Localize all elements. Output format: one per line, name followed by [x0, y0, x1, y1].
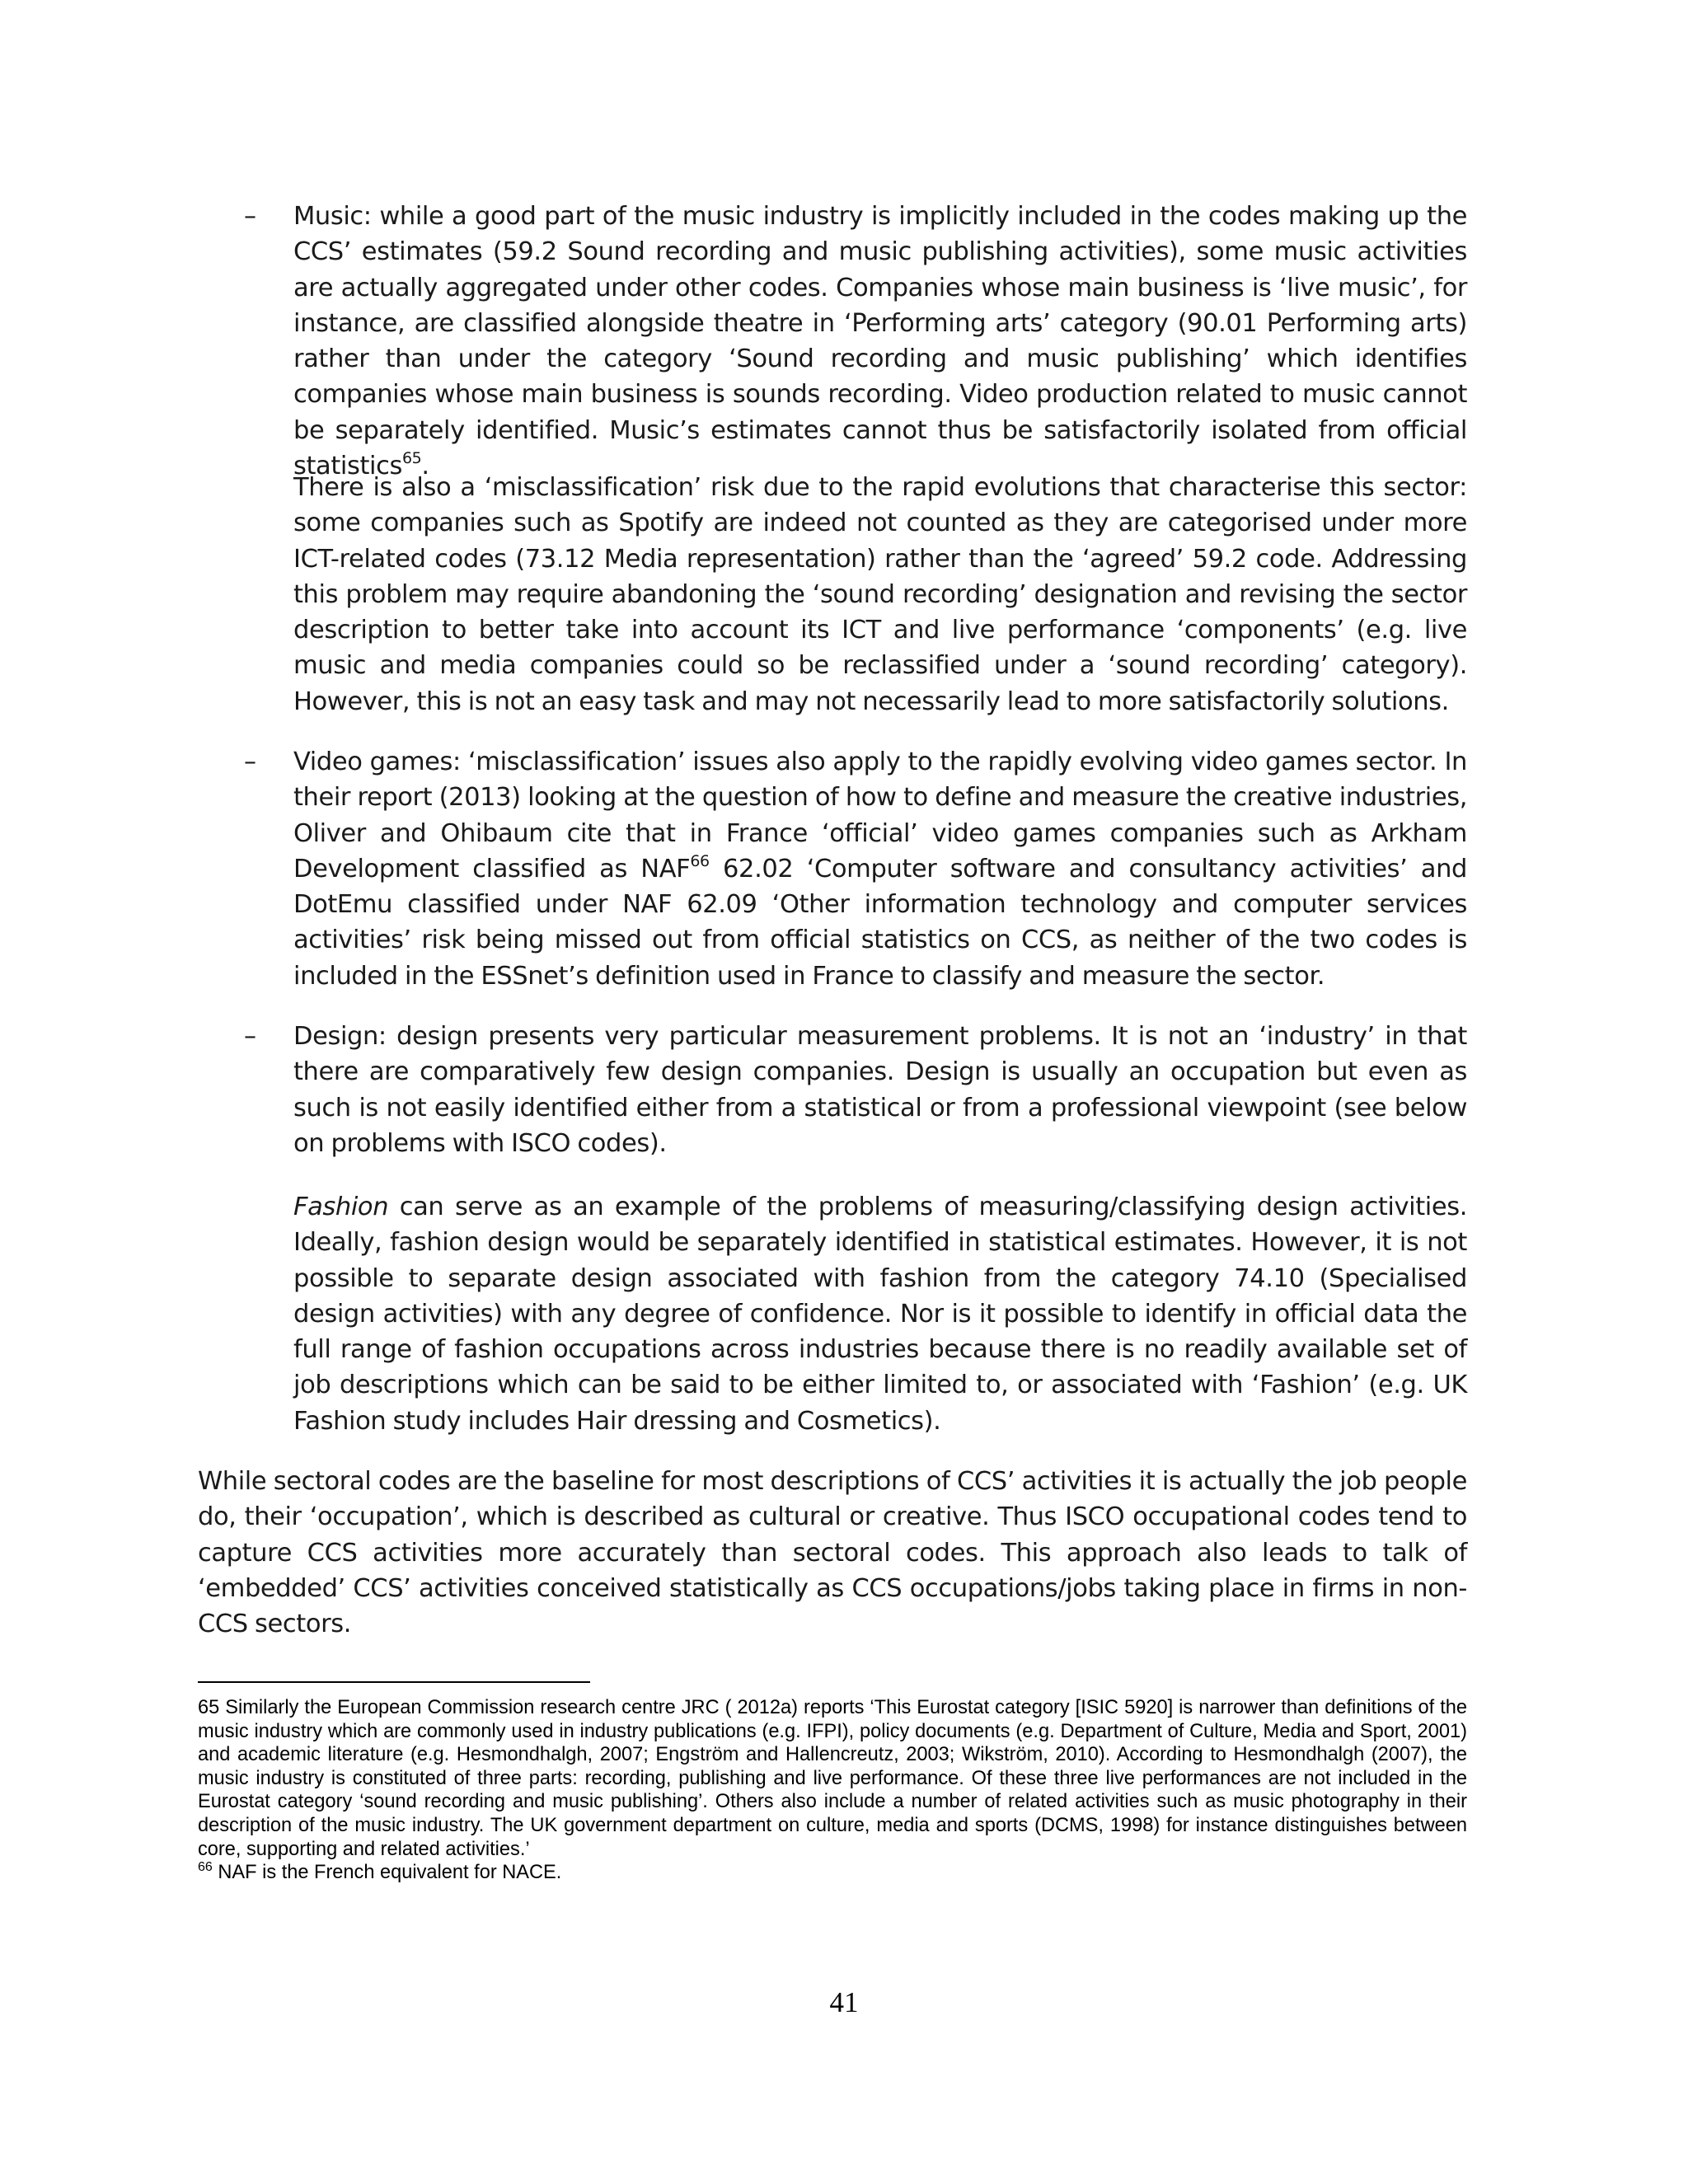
footnote-66-marker: 66 — [198, 1860, 213, 1875]
bullet-dash: – — [244, 748, 256, 776]
footnotes — [198, 1696, 1467, 1885]
footnote-ref-65[interactable]: 65 — [401, 449, 422, 468]
video-games-text: Video games: ‘misclassification’ issues also apply to the rapidly evolving video games sector. In their report (2013) looking at the question of how to define and measure the creative industries, Oliver and Ohibaum cite that in France ‘official’ video games companies such as Arkham Development classified as NAF — [293, 748, 1467, 883]
design-paragraph: Design: design presents very particular measurement problems. It is not an ‘industry’ in that there are comparatively few design companies. Design is usually an occupation but even as such is not easily identified either from a statistical or from a professional viewpoint (see below on problems with ISCO codes). — [293, 1022, 1467, 1158]
fashion-italic-lead: Fashion — [293, 1193, 389, 1221]
bullet-dash: – — [244, 202, 256, 231]
footnote-66: $^{66}$ NAF is the French equivalent for NACE. — [198, 1860, 562, 1884]
closing-paragraph: While sectoral codes are the baseline for most descriptions of CCS’ activities it is actually the job people do, their ‘occupation’, which is described as cultural or creative. Thus ISCO occupational codes tend to capture CCS activities more accurately than sectoral codes. This approach also leads to talk of ‘embedded’ CCS’ activities conceived statistically as CCS occupations/jobs taking place in firms in non-CCS sectors. — [198, 1467, 1467, 1639]
bullet-design — [244, 1019, 1467, 1161]
bullet-dash: – — [244, 1022, 256, 1051]
bullet-video-games: – Video games: ‘misclassification’ issues also apply to the rapidly evolving video games sector. In their report (2013) looking at the question of how to define and measure the creative industries, Oliver and Ohibaum cite that in France ‘official’ video games companies such as Arkham Development classified as NAF$^{66}$ 62.02 ‘Computer software and consultancy activities’ and DotEmu classified under NAF 62.09 ‘Other information technology and computer services activities’ risk being missed out from official statistics on CCS, as neither of the two codes is included in the ESSnet’s definition used in France to classify and measure the sector. — [293, 744, 1467, 994]
music-paragraph: Music: while a good part of the music industry is implicitly included in the codes making up the CCS’ estimates (59.2 Sound recording and music publishing activities), some music activities are actually aggregated under other codes. Companies whose main business is ‘live music’, for instance, are classified alongside theatre in ‘Performing arts’ category (90.01 Performing arts) rather than under the category ‘Sound recording and music publishing’ which identifies companies whose main business is sounds recording. Video production related to music cannot be separately identified. Music’s estimates cannot thus be satisfactorily isolated from official statistics — [293, 202, 1467, 481]
page-number: 41 — [829, 1986, 859, 2018]
bullet-music: – Music: while a good part of the music industry is implicitly included in the codes making up the CCS’ estimates (59.2 Sound recording and music publishing activities), some music activities are actually aggregated under other codes. Companies whose main business is ‘live music’, for instance, are classified alongside theatre in ‘Performing arts’ category (90.01 Performing arts) rather than under the category ‘Sound recording and music publishing’ which identifies companies whose main business is sounds recording. Video production related to music cannot be separately identified. Music’s estimates cannot thus be satisfactorily isolated from official statistics$^{65}$. — [293, 199, 1467, 484]
footnote-ref-66[interactable]: 66 — [690, 851, 710, 870]
misclassification-paragraph: There is also a ‘misclassification’ risk due to the rapid evolutions that characterise this sector: some companies such as Spotify are indeed not counted as they are categorised under more ICT-related codes (73.12 Media representation) rather than the ‘agreed’ 59.2 code. Addressing this problem may require abandoning the ‘sound recording’ designation and revising the sector description to better take into account its ICT and live performance ‘components’ (e.g. live music and media companies could so be reclassified under a ‘sound recording’ category). However, this is not an easy task and may not necessarily lead to more satisfactorily solutions. — [293, 473, 1467, 716]
footnote-65: 65 Similarly the European Commission research centre JRC ( 2012a) reports ‘This Eurostat category [ISIC 5920] is narrower than definitions of the music industry which are commonly used in industry publications (e.g. IFPI), policy documents (e.g. Department of Culture, Media and Sport, 2001) and academic literature (e.g. Hesmondhalgh, 2007; Engström and Hallencreutz, 2003; Wikström, 2010). According to Hesmondhalgh (2007), the music industry is constituted of three parts: recording, publishing and live performance. Of these three live performances are not included in the Eurostat category ‘sound recording and music publishing’. Others also include a number of related activities such as music photography in their description of the music industry. The UK government department on culture, media and sports (DCMS, 1998) for instance distinguishes between core, supporting and related activities.’ — [198, 1697, 1467, 1860]
fashion-paragraph: Fashion can serve as an example of the problems of measuring/classifying design activities. Ideally, fashion design would be separately identified in statistical estimates. However, it is not possible to separate design associated with fashion from the category 74.10 (Specialised design activities) with any degree of confidence. Nor is it possible to identify in official data the full range of fashion occupations across industries because there is no readily available set of job descriptions which can be said to be either limited to, or associated with ‘Fashion’ (e.g. UK Fashion study includes Hair dressing and Cosmetics). — [293, 1193, 1467, 1436]
footnote-separator — [198, 1681, 590, 1683]
